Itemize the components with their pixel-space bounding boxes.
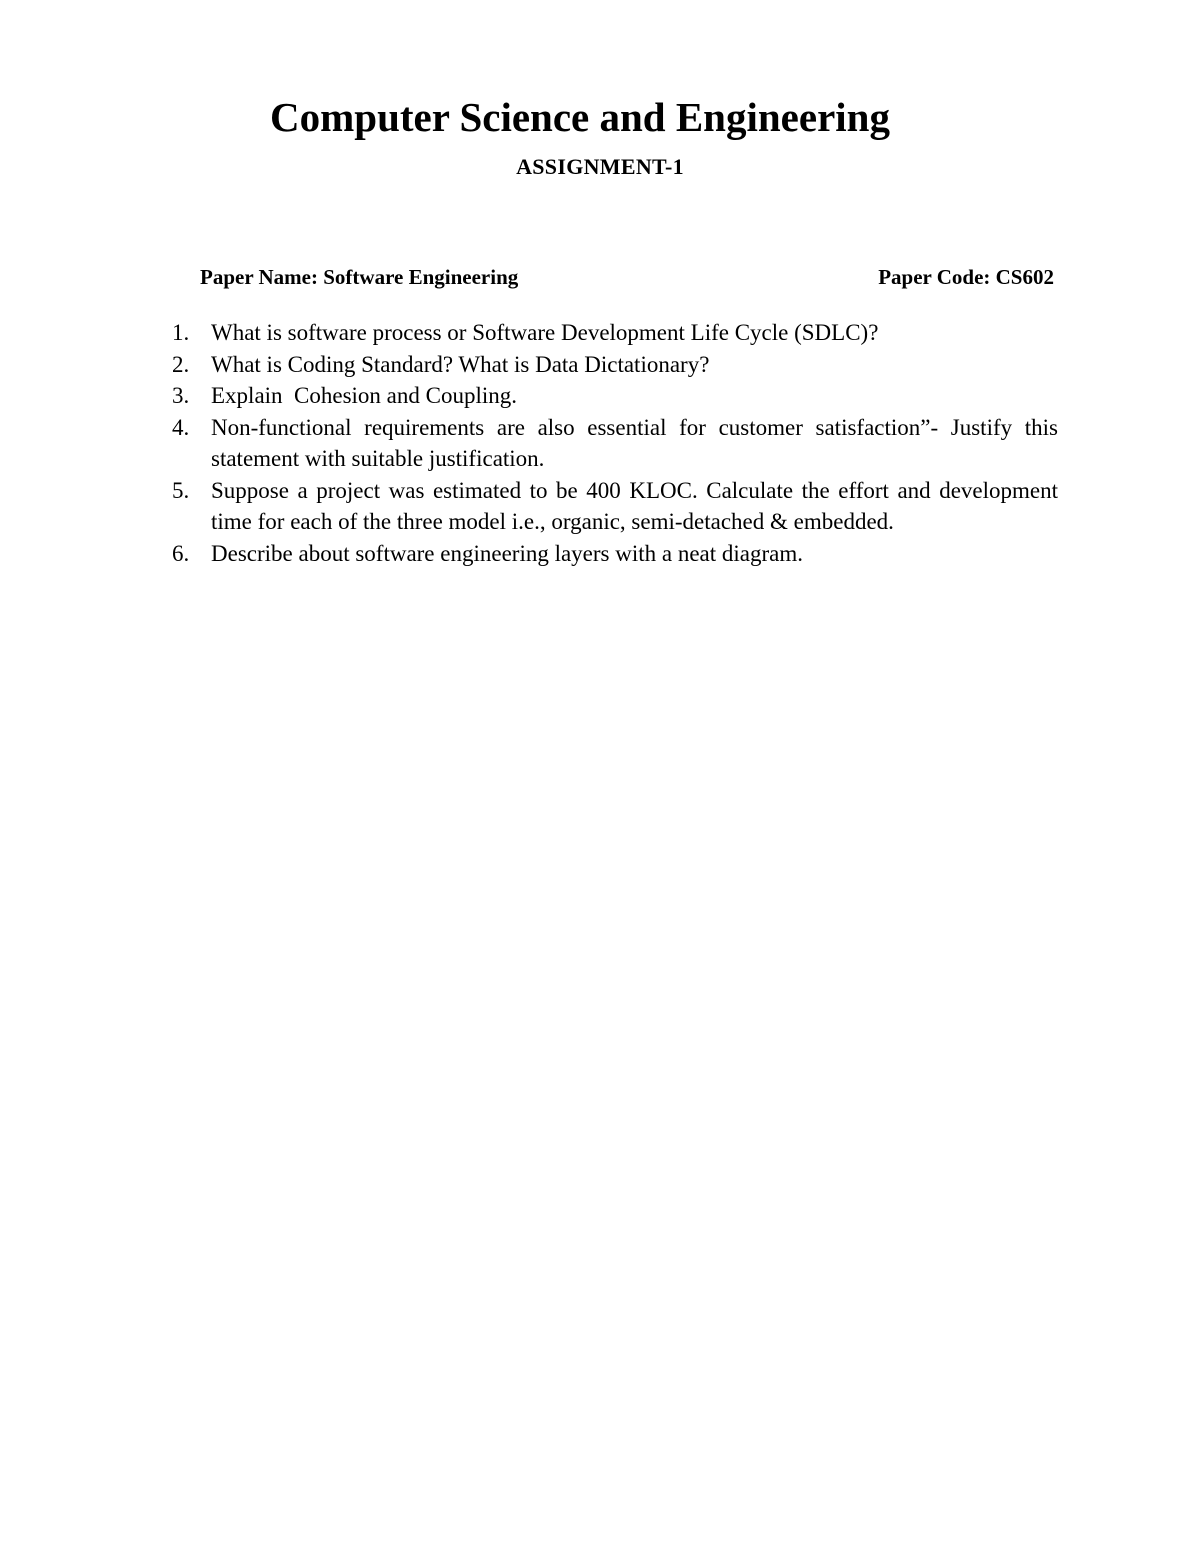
list-item: [172, 412, 1058, 475]
list-item: [172, 538, 1058, 570]
document-title: Computer Science and Engineering: [270, 94, 890, 140]
question-text: Explain Cohesion and Coupling.: [211, 383, 518, 408]
paper-name: Paper Name: Software Engineering: [200, 265, 519, 289]
question-number: 6.: [172, 540, 190, 566]
paper-info-row: [200, 262, 1054, 292]
question-number: 1.: [172, 320, 190, 345]
list-item: [172, 380, 1058, 412]
paper-code: Paper Code: CS602: [878, 265, 1054, 289]
question-text: Non-functional requirements are also essential for customer satisfaction”- Justify this statement with suitable justification.: [211, 414, 1058, 471]
question-list: [172, 317, 1058, 569]
question-number: 4.: [172, 414, 190, 440]
question-text: Describe about software engineering layers with a neat diagram.: [211, 540, 804, 566]
list-item: [172, 317, 1058, 349]
question-number: 3.: [172, 383, 190, 408]
question-text: What is Coding Standard? What is Data Dictationary?: [211, 351, 710, 377]
question-number: 5.: [172, 477, 190, 503]
question-number: 2.: [172, 351, 190, 377]
list-item: [172, 349, 1058, 381]
list-item: [172, 475, 1058, 538]
question-text: Suppose a project was estimated to be 400 KLOC. Calculate the effort and development time for each of the three model i.e., organic, semi-detached & embedded.: [211, 477, 1058, 534]
question-text: What is software process or Software Development Life Cycle (SDLC)?: [211, 320, 879, 345]
assignment-heading: ASSIGNMENT-1: [516, 154, 684, 179]
